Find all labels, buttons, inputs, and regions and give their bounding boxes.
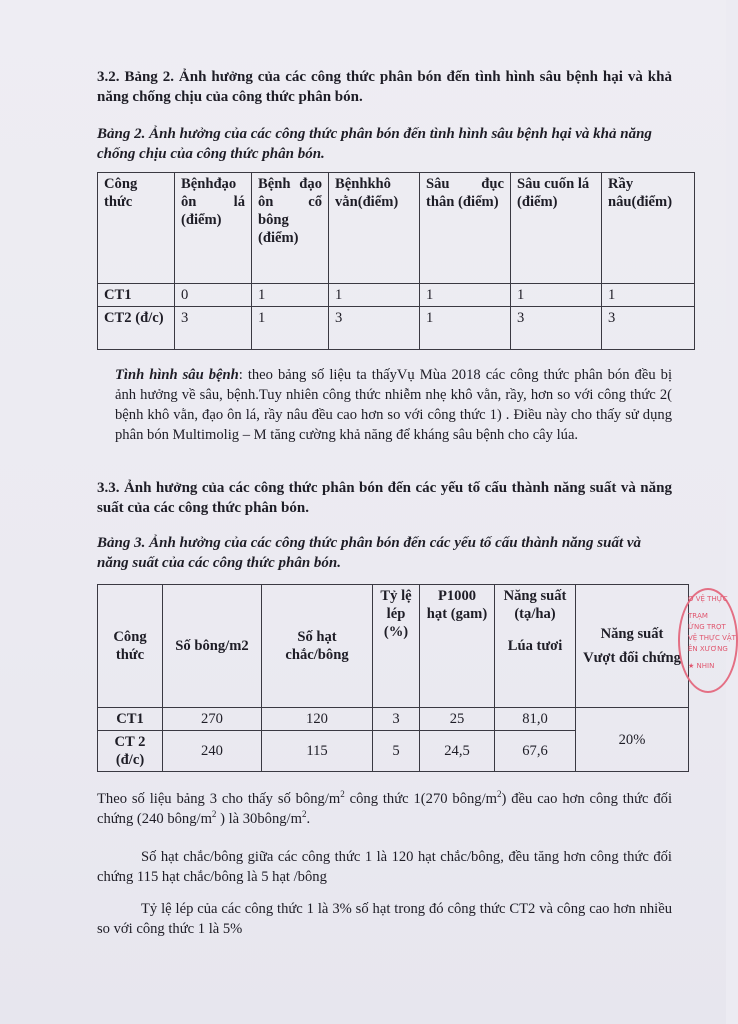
pest-situation-text: : theo bảng số liệu ta thấyVụ Mùa 2018 các công thức phân bón đều bị ảnh hưởng về sâu, bệnh.Tuy nhiên công thức nhiễm nhẹ khô vằn, rầy, hơn so với công thức 2( bệnh khô vằn, đạo ôn lá, rầy nâu đều cao hơn so với công thức 1) . Điều này cho thấy sử dụng phân bón Multimolig – M tăng cường khả năng để kháng sâu bệnh cho cây lúa.: [115, 367, 672, 443]
table-cell: 0: [175, 284, 252, 307]
table-3-header: Số hạt chắc/bông: [262, 585, 373, 708]
pest-situation-paragraph: [115, 365, 672, 445]
table-3: [97, 584, 689, 772]
table-3-header: P1000 hạt (gam): [420, 585, 495, 708]
table-cell: 270: [163, 708, 262, 731]
table-cell: 25: [420, 708, 495, 731]
table-row: [98, 307, 695, 350]
text: công thức 1(270 bông/m: [344, 791, 498, 807]
table-3-header: Công thức: [98, 585, 163, 708]
section-3-3-heading: 3.3. Ảnh hưởng của các công thức phân bón đến các yếu tố cấu thành năng suất và năng suất của các công thức phân bón.: [97, 480, 672, 516]
table-2-header: Bệnh đạo ôn cổ bông (điểm): [252, 173, 329, 284]
stamp-line: ÊN XƯƠNG: [688, 645, 728, 653]
table-3-header: Số bông/m2: [163, 585, 262, 708]
official-stamp: [678, 588, 738, 693]
table-cell: 3: [373, 708, 420, 731]
superscript: 2: [211, 809, 217, 820]
panicle-paragraph: [97, 789, 672, 829]
table-2-header: Sâu cuốn lá (điểm): [511, 173, 602, 284]
section-3-2-heading: 3.2. Bảng 2. Ảnh hưởng của các công thức phân bón đến tình hình sâu bệnh hại và khả năng chống chịu của công thức phân bón.: [97, 69, 672, 105]
table-2-header: Rầy nâu(điểm): [602, 173, 695, 284]
table-cell: 3: [175, 307, 252, 350]
table-2-caption: Bảng 2. Ảnh hưởng của các công thức phân bón đến tình hình sâu bệnh hại và khả năng chống chịu của công thức phân bón.: [97, 126, 652, 162]
table-cell: 24,5: [420, 731, 495, 772]
pest-situation-lead: Tình hình sâu bệnh: [115, 367, 239, 383]
yield-label-2: Năng suất: [600, 626, 664, 642]
table-2-header: Công thức: [98, 173, 175, 284]
row-label: CT1: [98, 284, 175, 307]
over-control-label: Vượt đối chứng: [583, 650, 681, 666]
yield-fresh-label: Lúa tươi: [507, 638, 563, 654]
table-cell: 3: [329, 307, 420, 350]
table-cell: 1: [511, 284, 602, 307]
table-cell: 120: [262, 708, 373, 731]
row-label: CT2 (đ/c): [98, 307, 175, 350]
table-row: [98, 284, 695, 307]
table-cell: 1: [252, 284, 329, 307]
superscript: 2: [301, 809, 307, 820]
table-2-header: Sâu đục thân (điểm): [420, 173, 511, 284]
table-cell-over-control: 20%: [576, 708, 689, 772]
table-cell: 67,6: [495, 731, 576, 772]
stamp-line: ỨNG TRỌT: [688, 623, 726, 631]
table-cell: 3: [511, 307, 602, 350]
stamp-line: ★ NHIN: [688, 662, 715, 670]
row-label: CT1: [98, 708, 163, 731]
text: ) đều cao hơn công thức đối chứng (240 bông/m: [97, 791, 673, 827]
yield-label: Năng suất (tạ/ha): [503, 588, 567, 622]
table-cell: 1: [329, 284, 420, 307]
table-2-header: Bệnhkhô vằn(điểm): [329, 173, 420, 284]
table-cell: 1: [252, 307, 329, 350]
text: .: [306, 811, 311, 827]
table-3-header: Tỷ lệ lép (%): [373, 585, 420, 708]
table-3-caption: Bảng 3. Ảnh hưởng của các công thức phân bón đến các yếu tố cấu thành năng suất và năng suất của các công thức phân bón.: [97, 535, 642, 571]
stamp-line: VỆ THỰC VẬT: [688, 634, 736, 642]
text: ) là 30bông/m: [216, 811, 302, 827]
text: Theo số liệu bảng 3 cho thấy số bông/m: [97, 791, 341, 807]
table-cell: 115: [262, 731, 373, 772]
stamp-line: TRẠM: [688, 612, 708, 620]
table-cell: 5: [373, 731, 420, 772]
table-cell: 3: [602, 307, 695, 350]
table-cell: 240: [163, 731, 262, 772]
empty-grain-paragraph: Tỷ lệ lép của các công thức 1 là 3% số hạt trong đó công thức CT2 và công cao hơn nhiều so với công thức 1 là 5%: [97, 901, 672, 937]
table-row: [98, 708, 689, 731]
table-2-header-row: [98, 173, 695, 284]
table-3-header-row: [98, 585, 689, 708]
row-label: CT 2 (đ/c): [98, 731, 163, 772]
superscript: 2: [497, 789, 502, 800]
table-cell: 1: [602, 284, 695, 307]
table-2-header: Bệnhđạo ôn lá (điểm): [175, 173, 252, 284]
table-cell: 81,0: [495, 708, 576, 731]
stamp-line: O VỆ THỰC: [688, 595, 728, 603]
table-cell: 1: [420, 307, 511, 350]
table-3-header-yield: [495, 585, 576, 708]
table-2: [97, 172, 695, 350]
table-cell: 1: [420, 284, 511, 307]
table-3-header-over-control: [576, 585, 689, 708]
filled-grain-paragraph: Số hạt chắc/bông giữa các công thức 1 là 120 hạt chắc/bông, đều tăng hơn công thức đối chứng 115 hạt chắc/bông là 5 hạt /bông: [97, 849, 672, 885]
superscript: 2: [340, 789, 345, 800]
